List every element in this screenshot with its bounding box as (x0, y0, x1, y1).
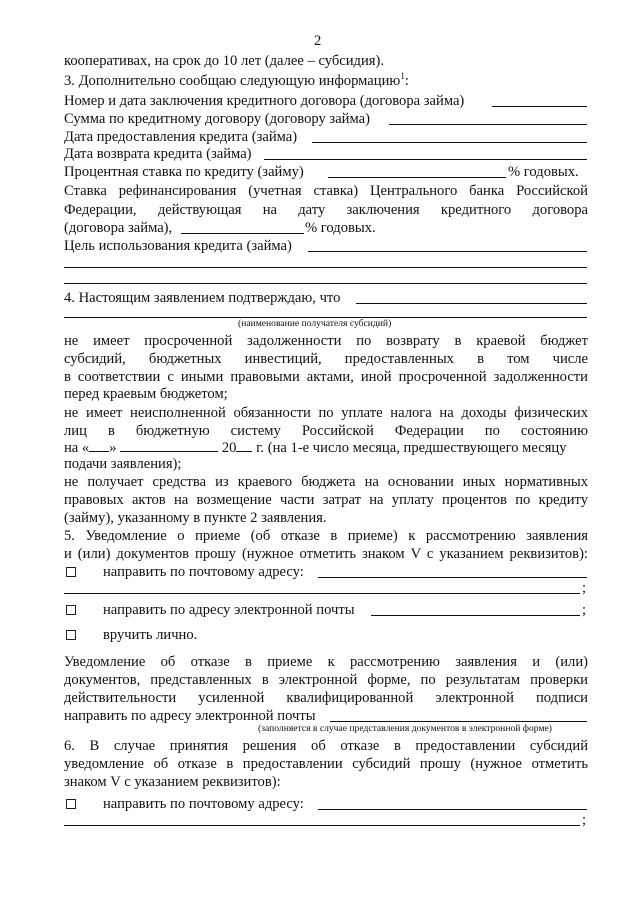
text-line: субсидий, бюджетных инвестиций, предоставленных в том числе (64, 351, 588, 367)
section-4-heading: 4. Настоящим заявлением подтверждаю, что (64, 290, 341, 306)
text-line: (договора займа), (64, 220, 173, 236)
checkbox-post-2[interactable] (66, 799, 76, 809)
option-post-label: направить по почтовому адресу: (103, 564, 304, 580)
text-line: Ставка рефинансирования (учетная ставка) Центрального банка Российской (64, 183, 588, 199)
loan-issue-date-label: Дата предоставления кредита (займа) (64, 129, 298, 145)
post-address-2-field[interactable] (318, 809, 587, 810)
text-line: правовых актов на возмещение части затрат на уплату процентов по кредиту (64, 492, 588, 508)
loan-return-date-label: Дата возврата кредита (займа) (64, 146, 252, 162)
post-address-field-2[interactable] (64, 593, 580, 594)
date-line: на « » 20 г. (на 1-е число месяца, предшествующего месяцу (64, 440, 567, 456)
text-line: документов, представленных в электронной форме, по результатам проверки (64, 672, 588, 688)
option-email-label: направить по адресу электронной почты (103, 602, 355, 618)
text-line: перед краевым бюджетом; (64, 386, 228, 402)
loan-amount-field[interactable] (389, 124, 587, 125)
text-line: Уведомление об отказе в приеме к рассмотрению заявления и (или) (64, 654, 588, 670)
option-in-person-label: вручить лично. (103, 627, 198, 643)
text-line: не имеет неисполненной обязанности по уплате налога на доходы физических (64, 405, 588, 421)
year-field[interactable] (236, 438, 252, 452)
interest-rate-field[interactable] (328, 177, 506, 178)
recipient-field[interactable] (356, 303, 587, 304)
loan-number-label: Номер и дата заключения кредитного договора (договора займа) (64, 93, 465, 109)
day-field[interactable] (89, 438, 109, 452)
checkbox-email[interactable] (66, 605, 76, 615)
text-line: (займу), указанному в пункте 2 заявления. (64, 510, 327, 526)
loan-purpose-field[interactable] (308, 251, 587, 252)
checkbox-in-person[interactable] (66, 630, 76, 640)
semicolon: ; (582, 580, 587, 596)
interest-rate-unit: % годовых. (508, 164, 579, 180)
text-line: кооперативах, на срок до 10 лет (далее – субсидия). (64, 53, 385, 69)
text-line: Федерации, действующая на дату заключения кредитного договора (64, 202, 588, 218)
loan-return-date-field[interactable] (264, 159, 587, 160)
text-line: подачи заявления); (64, 456, 182, 472)
page-number: 2 (314, 33, 322, 49)
text-line: не получает средства из краевого бюджета на основании иных нормативных (64, 474, 588, 490)
loan-purpose-field-2[interactable] (64, 267, 587, 268)
post-address-field[interactable] (318, 577, 587, 578)
text-line: знаком V с указанием реквизитов): (64, 774, 281, 790)
notice-email-field[interactable] (330, 721, 587, 722)
option-post-2-label: направить по почтовому адресу: (103, 796, 304, 812)
month-field[interactable] (120, 438, 218, 452)
text-line: в соответствии с иными правовыми актами, иной просроченной задолженности (64, 369, 588, 385)
loan-purpose-label: Цель использования кредита (займа) (64, 238, 292, 254)
loan-purpose-field-3[interactable] (64, 283, 587, 284)
loan-amount-label: Сумма по кредитному договору (договору займа) (64, 111, 370, 127)
refinancing-rate-field[interactable] (181, 233, 304, 234)
text-line: направить по адресу электронной почты (64, 708, 316, 724)
checkbox-post[interactable] (66, 567, 76, 577)
text-line: лиц в бюджетную систему Российской Федерации по состоянию (64, 423, 588, 439)
section-3-heading: 3. Дополнительно сообщаю следующую информацию$^1$: (64, 71, 409, 89)
text-line: не имеет просроченной задолженности по возврату в краевой бюджет (64, 333, 588, 349)
loan-issue-date-field[interactable] (312, 142, 587, 143)
loan-number-field[interactable] (492, 106, 587, 107)
semicolon: ; (582, 812, 587, 828)
semicolon: ; (582, 602, 587, 618)
notice-email-caption: (заполняется в случае представления документов в электронной форме) (258, 723, 552, 734)
refinancing-rate-unit: % годовых. (305, 220, 376, 236)
email-field[interactable] (371, 615, 580, 616)
post-address-2-field-2[interactable] (64, 825, 580, 826)
text-line: и (или) документов прошу (нужное отметить знаком V с указанием реквизитов): (64, 546, 588, 562)
recipient-caption: (наименование получателя субсидий) (238, 318, 392, 329)
text-line: уведомление об отказе в предоставлении субсидий прошу (нужное отметить (64, 756, 588, 772)
text-line: действительности усиленной квалифицированной электронной подписи (64, 690, 588, 706)
section-5-heading: 5. Уведомление о приеме (об отказе в приеме) к рассмотрению заявления (64, 528, 588, 544)
interest-rate-label: Процентная ставка по кредиту (займу) (64, 164, 304, 180)
section-6-heading: 6. В случае принятия решения об отказе в предоставлении субсидий (64, 738, 588, 754)
